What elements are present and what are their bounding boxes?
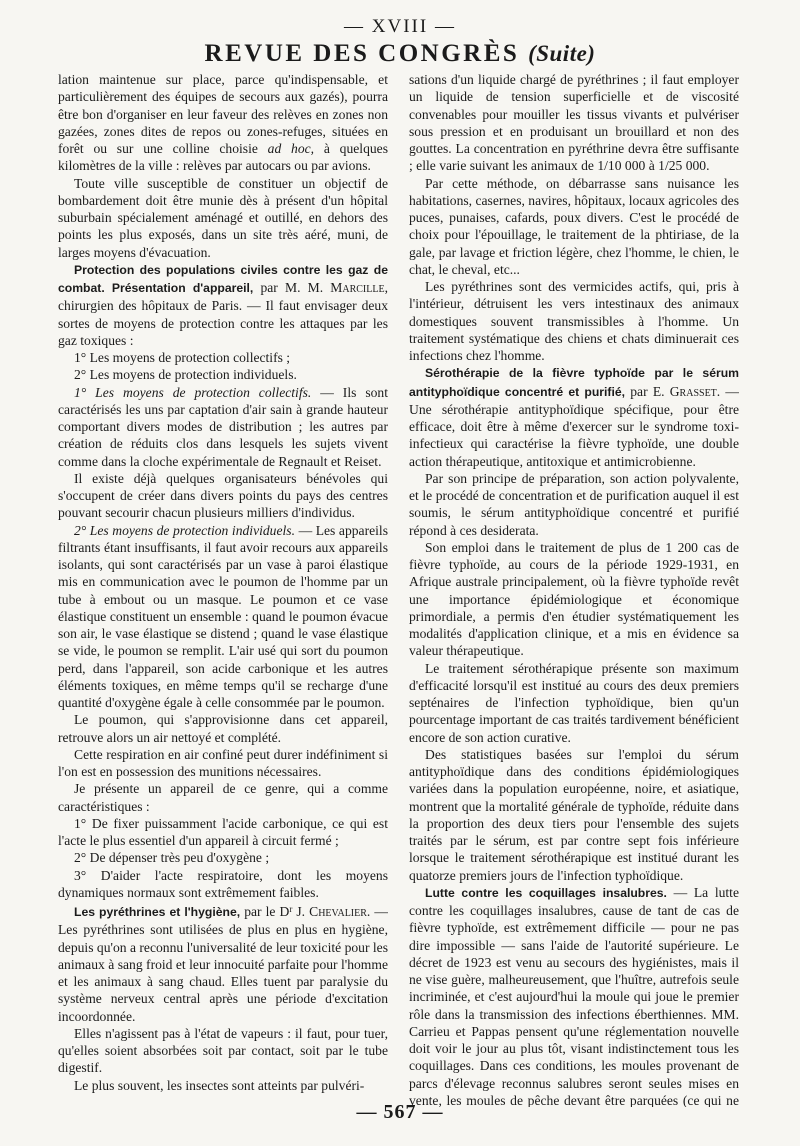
section-heading: Lutte contre les coquillages insalubres.: [425, 885, 667, 900]
article-serotherapie: Sérothérapie de la fièvre typhoïde par le sérum antityphoïdique concentré et purifié, par E. Grasset. — Une sérothérapie antityphoïdique spécifique, pour être efficace, doit être à même d'exercer sur le syndrome toxi-infectieux qui caractérise la fièvre typhoïde, une double action thérapeutique, antitoxique et antimicrobienne.: [409, 366, 739, 469]
section-heading: Les pyréthrines et l'hygiène,: [74, 905, 241, 919]
paragraph: Le traitement sérothérapique présente son maximum d'efficacité lorsqu'il est institué au cours des deux premiers septénaires de l'infection typhoïdique, bien qu'un pourcentage important de cas traités tardivement bénéficient encore de son action curative.: [409, 660, 739, 745]
author-name: E. Grasset.: [652, 383, 721, 399]
page-roman-numeral: — XVIII —: [344, 16, 456, 37]
list-item: 3° D'aider l'acte respiratoire, dont les moyens dynamiques normaux sont extrêmement faibles.: [58, 867, 388, 900]
right-column: [409, 71, 739, 1107]
paragraph: Je présente un appareil de ce genre, qui a comme caractéristiques :: [58, 781, 388, 814]
paragraph: sations d'un liquide chargé de pyréthrines ; il faut employer un liquide de tension superficielle et de viscosité convenables pour mouiller les tissus vivants et pulvériser sous pression et en produisant un brouillard et non des gouttes. La concentration en pyréthrine devra être suffisante ; elle varie suivant les animaux de 1/10 000 à 1/25 000.: [409, 72, 739, 174]
paragraph: Toute ville susceptible de constituer un objectif de bombardement doit être munie dès à présent d'un hôpital suburbain spécialement aménagé et outillé, en dehors des points les plus exposés, dans un site très aéré, muni, de larges moyens d'évacuation.: [58, 175, 388, 260]
paragraph: Par son principe de préparation, son action polyvalente, et le procédé de concentration et de purification auquel il est soumis, le sérum antityphoïdique concentré et purifié répond à ces desiderata.: [409, 470, 739, 538]
author-name: Marcille,: [330, 280, 388, 295]
article-pyrethrines: Les pyréthrines et l'hygiène, par le $D^r$ J. Chevalier. — Les pyréthrines sont utilisées de plus en plus en hygiène, depuis qu'on a reconnu l'universalité de leur toxicité pour les animaux à sang froid et leur innocuité parfaite pour l'homme et les animaux à sang chaud. Elles tuent par paralysie du système nerveux central après une période d'excitation incoordonnée.: [58, 904, 388, 1024]
list-item: 1° De fixer puissamment l'acide carbonique, ce qui est l'acte le plus essentiel d'un appareil à circuit fermé ;: [58, 815, 388, 848]
paragraph: Elles n'agissent pas à l'état de vapeurs : il faut, pour tuer, qu'elles soient absorbées soit par contact, soit par le tube digestif.: [58, 1025, 388, 1076]
paragraph: 1° Les moyens de protection collectifs. — Ils sont caractérisés les uns par captation d'air sain à grande hauteur comportant divers modes de distribution ; les autres par création de réduits clos dans lesquels les sujets vivent comme dans la cloche expérimentale de Regnault et Reiset.: [58, 384, 388, 469]
article-coquillages: Lutte contre les coquillages insalubres. — La lutte contre les coquillages insalubres, cause de tant de cas de fièvre typhoïde, est extrêmement difficile — pour ne pas dire impossible — sans l'aide de l'autorité supérieure. Le décret de 1923 est venu au secours des hygiénistes, mais il ne vise guère, malheureusement, que l'huître, autrefois seule incriminée, et c'est aujourd'hui la moule qui joue le premier rôle dans la transmission des infections éberthiennes. MM. Carrieu et Pappas pensent qu'une réglementation nouvelle doit voir le jour au plus tôt, visant indistinctement tous les coquillages. Dans ces conditions, les moules provenant de parcs d'élevage reconnus salubres seront seules mises en vente, les moules de pêche devant être parquées (ce qui ne: [409, 884, 739, 1107]
list-item: 2° De dépenser très peu d'oxygène ;: [74, 850, 270, 866]
section-heading: Protection des populations civiles contre les gaz de combat. Présentation d'appareil,: [58, 262, 388, 295]
paragraph: Le plus souvent, les insectes sont atteints par pulvéri-: [74, 1077, 365, 1093]
list-item: 2° Les moyens de protection individuels.: [74, 367, 297, 383]
title-text: REVUE DES CONGRÈS: [204, 40, 520, 67]
list-item: 1° Les moyens de protection collectifs ;: [74, 350, 291, 365]
paragraph: Cette respiration en air confiné peut durer indéfiniment si l'on est en possession des munitions nécessaires.: [58, 746, 388, 779]
section-heading: Sérothérapie de la fièvre typhoïde par le sérum antityphoïdique concentré et purifié,: [409, 366, 739, 399]
paragraph: 2° Les moyens de protection individuels. — Les appareils filtrants étant insuffisants, il faut avoir recours aux appareils isolants, qui sont caractérisés par un vase à paroi élastique mis en communication avec le poumon de l'homme par un tube à embout ou un masque. Le poumon et ce vase élastique constituent un ensemble : quand le poumon évacue son air, le vase élastique se distend ; quand le vase élastique se vide, le poumon se remplit. L'air usé qui sort du poumon perd, dans l'appareil, son acide carbonique et les autres éléments toxiques, en même temps qu'il se recharge d'une quantité d'oxygène égale à celle consommée par le poumon.: [58, 522, 388, 710]
left-column: [58, 71, 388, 1107]
paragraph: Les pyréthrines sont des vermicides actifs, qui, pris à l'intérieur, détruisent les vers intestinaux des animaux domestiques souvent transmissibles à l'homme. Un traitement systématique des chiens et chats diminuerait ces infections chez l'homme.: [409, 279, 739, 363]
paragraph: Il existe déjà quelques organisateurs bénévoles qui s'occupent de créer dans divers points du pays des centres pouvant secourir chacun plusieurs milliers d'individus.: [58, 470, 388, 521]
paragraph: Des statistiques basées sur l'emploi du sérum antityphoïdique dans des conditions épidémiologiques variées dans la population européenne, noire, et asiatique, montrent que la mortalité générale de typhoïde, réduite dans la proportion des deux tiers pour l'ensemble des sujets traités par le sérum, est par contre sept fois inférieure lorsque le traitement sérothérapique est institué durant les quatorze premiers jours de l'infection typhoïdique.: [409, 746, 739, 883]
page-number: — 567 —: [356, 1101, 444, 1123]
page-title: [0, 40, 800, 68]
paragraph: Par cette méthode, on débarrasse sans nuisance les habitations, casernes, navires, hôpitaux, locaux agricoles des puces, punaises, cafards, poux divers. C'est le procédé de choix pour l'épouillage, le traitement de la phtiriase, de la gale, par lavage et friction légère, chez l'homme, le chien, le chat, le cheval, etc...: [409, 175, 739, 277]
title-suite: (Suite): [528, 41, 596, 66]
paragraph: lation maintenue sur place, parce qu'indispensable, et particulièrement des équipes de secours aux gazés), pourra être bon d'organiser en leur faveur des relèves en zones non gazées, zones dites de repos ou zones-refuges, situées en forêt ou sur une colline choisie ad hoc, à quelques kilomètres de la ville : relèves par autocars ou par avions.: [58, 72, 388, 174]
paragraph: Son emploi dans le traitement de plus de 1 200 cas de fièvre typhoïde, au cours de la période 1929-1931, en Afrique australe principalement, où la fièvre typhoïde revêt une importance épidémiologique et économique primordiale, a permis d'en étudier systématiquement les modalités d'application clinique, et a mis en évidence sa valeur thérapeutique.: [409, 539, 739, 659]
paragraph: Le poumon, qui s'approvisionne dans cet appareil, retrouve alors un air nettoyé et complété.: [58, 712, 388, 745]
author-name: J. Chevalier.: [296, 904, 371, 919]
article-protection: Protection des populations civiles contre les gaz de combat. Présentation d'appareil, par M. M. Marcille, chirurgien des hôpitaux de Paris. — Il faut envisager deux sortes de moyens de protection contre les attaques par les gaz toxiques :: [58, 262, 388, 348]
